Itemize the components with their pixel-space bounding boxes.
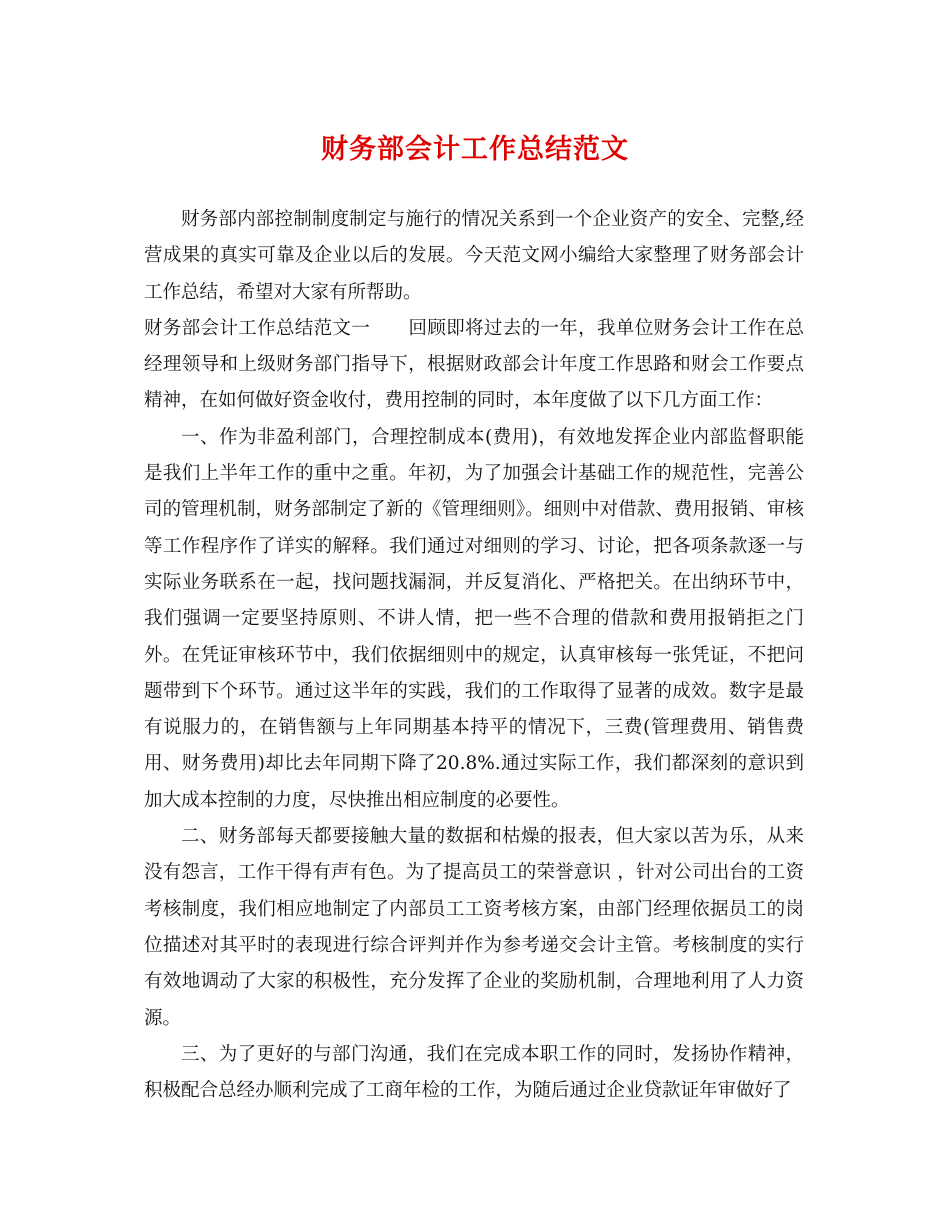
body-paragraph-2: 二、财务部每天都要接触大量的数据和枯燥的报表，但大家以苦为乐，从来没有怨言，工作干得有声有色。为了提高员工的荣誉意识 ，针对公司出台的工资考核制度，我们相应地制定了内部员工工资考核方案，由部门经理依据员工的岗位描述对其平时的表现进行综合评判并作为参考递交会计主管。考核制度的实行有效地调动了大家的积极性，充分发挥了企业的奖励机制，合理地利用了人力资源。: [144, 826, 804, 1029]
body-paragraph-1: 一、作为非盈利部门，合理控制成本(费用)，有效地发挥企业内部监督职能是我们上半年工作的重中之重。年初，为了加强会计基础工作的规范性，完善公司的管理机制，财务部制定了新的《管理细则》。细则中对借款、费用报销、审核等工作程序作了详实的解释。我们通过对细则的学习、讨论，把各项条款逐一与实际业务联系在一起，找问题找漏洞，并反复消化、严格把关。在出纳环节中，我们强调一定要坚持原则、不讲人情，把一些不合理的借款和费用报销拒之门外。在凭证审核环节中，我们依据细则中的规定，认真审核每一张凭证，不把问题带到下个环节。通过这半年的实践，我们的工作取得了显著的成效。数字是最有说服力的，在销售额与上年同期基本持平的情况下，三费(管理费用、销售费用、财务费用)却比去年同期下降了20.8%.通过实际工作，我们都深刻的意识到加大成本控制的力度，尽快推出相应制度的必要性。: [144, 426, 804, 811]
document-body: [144, 202, 804, 1109]
section-one-paragraph: [144, 311, 804, 420]
section-lead-text: 回顾即将过去的一年，我单位财务会计工作在总经理领导和上级财务部门指导下，根据财政部会计年度工作思路和财会工作要点精神，在如何做好资金收付，费用控制的同时，本年度做了以下几方面工作：: [144, 317, 804, 412]
document-title: 财务部会计工作总结范文: [321, 134, 629, 165]
body-paragraph-3: 三、为了更好的与部门沟通，我们在完成本职工作的同时，发扬协作精神，积极配合总经办顺利完成了工商年检的工作，为随后通过企业贷款证年审做好了: [144, 1043, 804, 1102]
section-heading: 财务部会计工作总结范文一: [144, 317, 371, 339]
intro-paragraph: 财务部内部控制制度制定与施行的情况关系到一个企业资产的安全、完整,经营成果的真实可靠及企业以后的发展。今天范文网小编给大家整理了财务部会计工作总结，希望对大家有所帮助。: [144, 209, 804, 303]
